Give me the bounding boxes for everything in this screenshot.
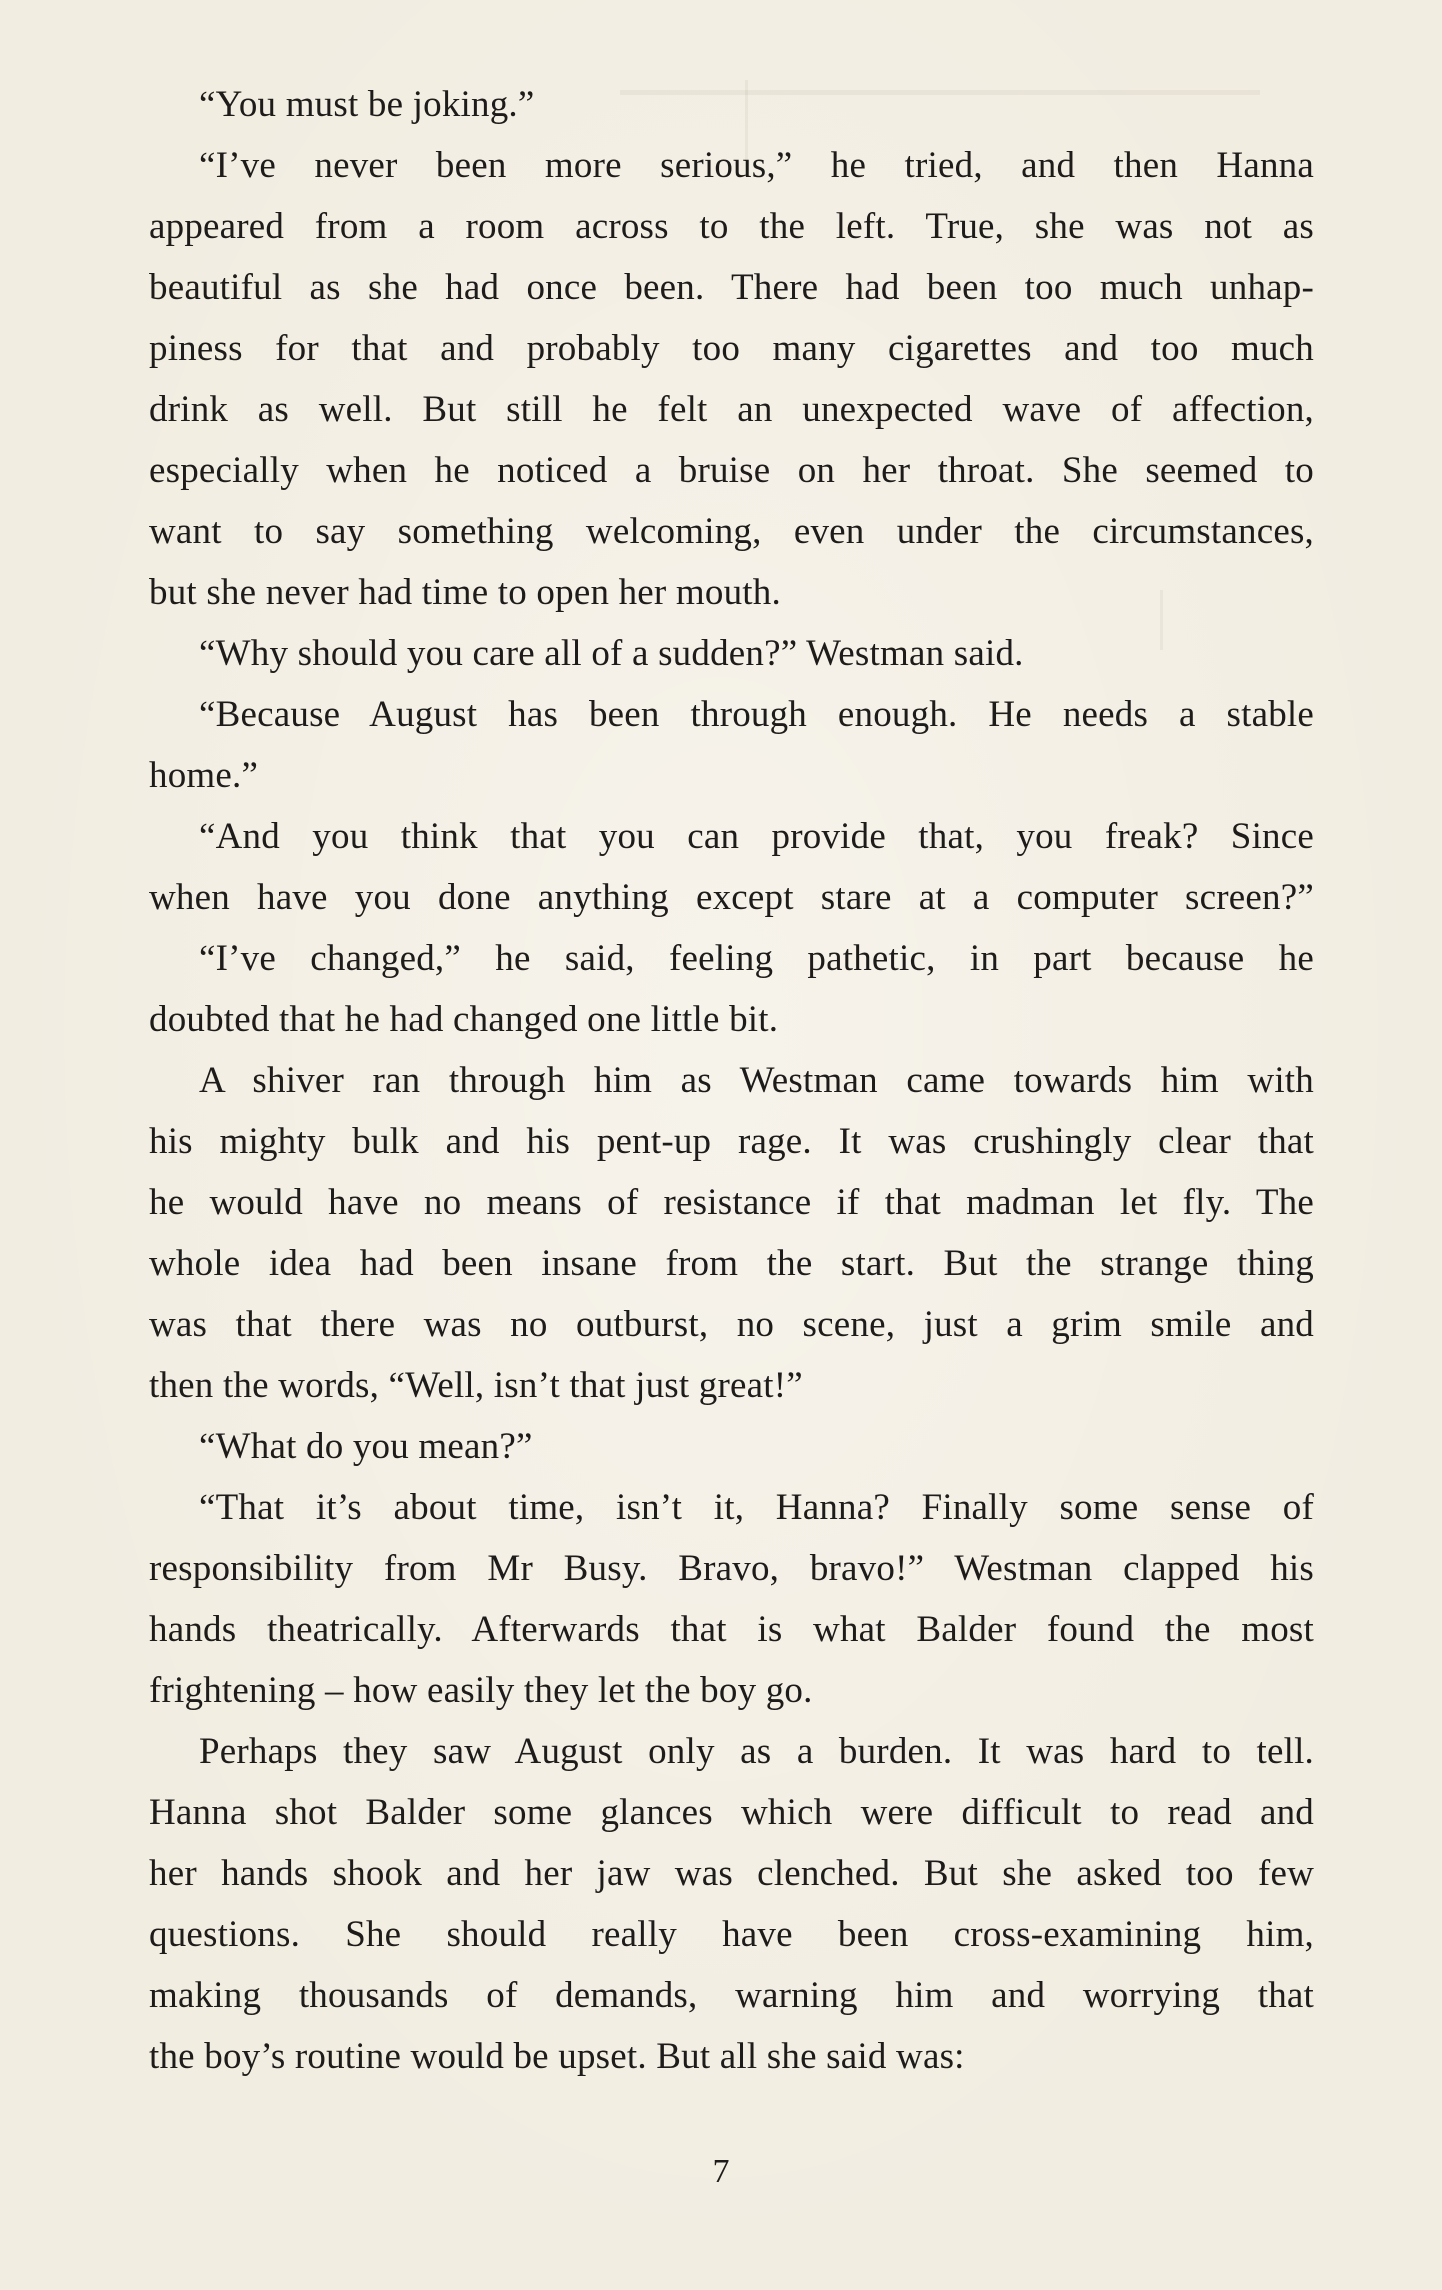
text-line: home.” — [149, 755, 259, 796]
text-line: “Because August has been through enough. He needs a stable — [199, 694, 1314, 735]
text-line: making thousands of demands, warning him and worrying that — [149, 1975, 1314, 2016]
text-line: hands theatrically. Afterwards that is what Balder found the most — [149, 1609, 1314, 1650]
text-line: when have you done anything except stare at a computer screen?” — [149, 877, 1314, 918]
text-line: his mighty bulk and his pent-up rage. It was crushingly clear that — [149, 1121, 1314, 1162]
text-line: “What do you mean?” — [199, 1426, 533, 1467]
text-line: “You must be joking.” — [199, 84, 535, 125]
text-line: questions. She should really have been cross-examining him, — [149, 1914, 1314, 1955]
text-line: want to say something welcoming, even under the circumstances, — [149, 511, 1314, 552]
text-line: “And you think that you can provide that, you freak? Since — [199, 816, 1314, 857]
text-line: Perhaps they saw August only as a burden. It was hard to tell. — [199, 1731, 1314, 1772]
text-line: drink as well. But still he felt an unexpected wave of affection, — [149, 389, 1314, 430]
text-line: “Why should you care all of a sudden?” Westman said. — [199, 633, 1024, 674]
text-line: was that there was no outburst, no scene, just a grim smile and — [149, 1304, 1314, 1345]
text-line: frightening – how easily they let the boy go. — [149, 1670, 813, 1711]
page-number: 7 — [712, 2153, 730, 2190]
text-line: appeared from a room across to the left. True, she was not as — [149, 206, 1314, 247]
text-line: her hands shook and her jaw was clenched. But she asked too few — [149, 1853, 1314, 1894]
text-line: A shiver ran through him as Westman came towards him with — [199, 1060, 1314, 1101]
text-line: beautiful as she had once been. There had been too much unhap- — [149, 267, 1314, 308]
text-line: piness for that and probably too many cigarettes and too much — [149, 328, 1314, 369]
text-line: “I’ve changed,” he said, feeling pathetic, in part because he — [199, 938, 1314, 979]
body-text — [149, 74, 1314, 2087]
text-line: especially when he noticed a bruise on her throat. She seemed to — [149, 450, 1314, 491]
text-line: he would have no means of resistance if that madman let fly. The — [149, 1182, 1314, 1223]
text-line: “That it’s about time, isn’t it, Hanna? Finally some sense of — [199, 1487, 1314, 1528]
text-line: the boy’s routine would be upset. But all she said was: — [149, 2036, 965, 2077]
text-line: responsibility from Mr Busy. Bravo, bravo!” Westman clapped his — [149, 1548, 1314, 1589]
text-line: doubted that he had changed one little bit. — [149, 999, 779, 1040]
text-line: whole idea had been insane from the start. But the strange thing — [149, 1243, 1314, 1284]
text-line: but she never had time to open her mouth. — [149, 572, 781, 613]
text-line: Hanna shot Balder some glances which were difficult to read and — [149, 1792, 1314, 1833]
text-line: “I’ve never been more serious,” he tried, and then Hanna — [199, 145, 1314, 186]
text-line: then the words, “Well, isn’t that just great!” — [149, 1365, 803, 1406]
